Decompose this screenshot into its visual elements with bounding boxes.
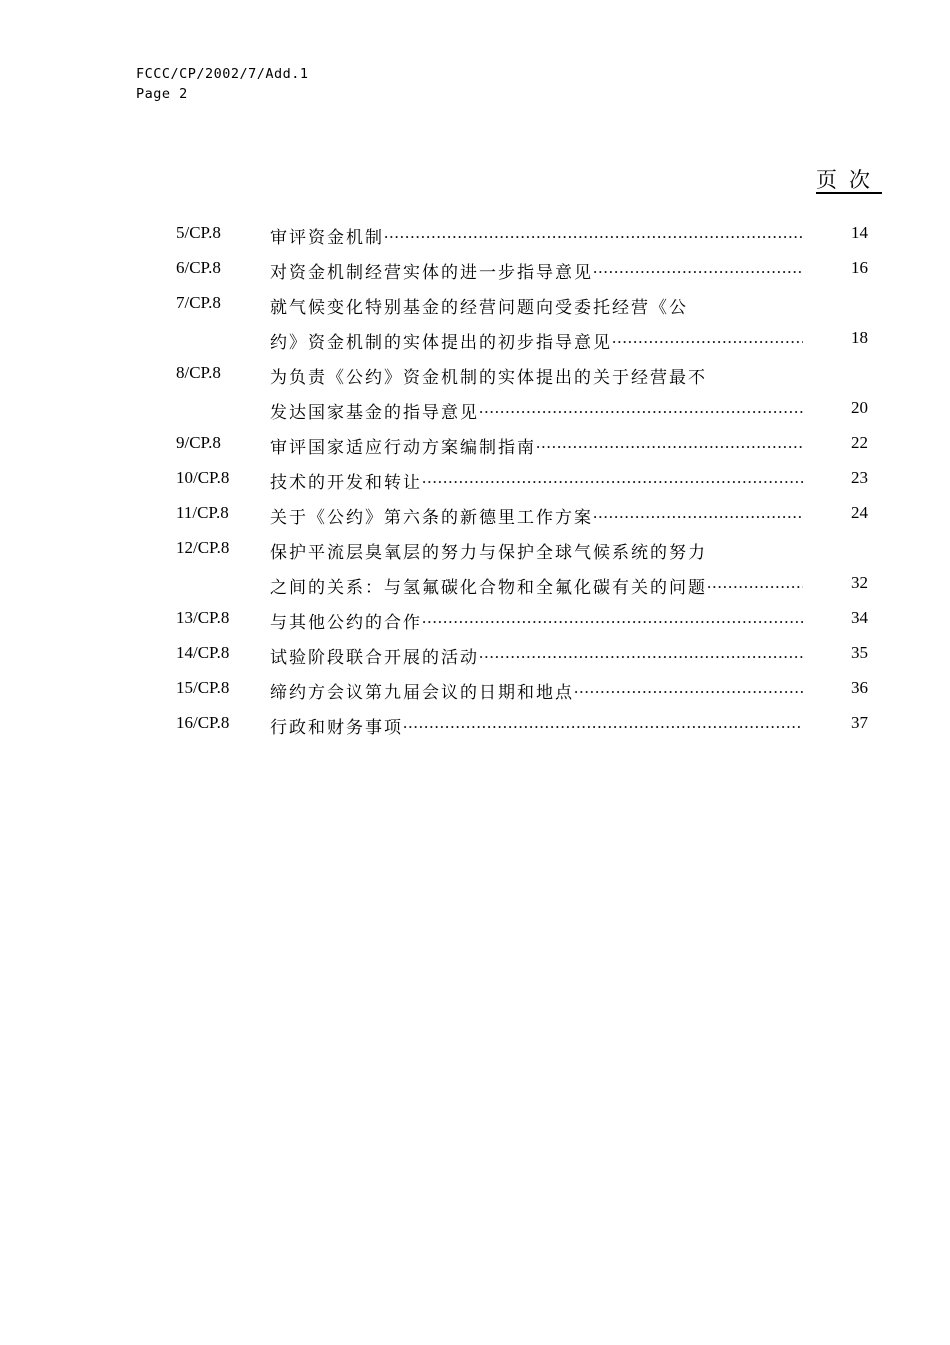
decision-title: 行政和财务事项 bbox=[270, 718, 403, 738]
toc-entry bbox=[176, 218, 876, 253]
dot-leader bbox=[707, 573, 803, 598]
toc-entry bbox=[176, 253, 876, 288]
toc-entry bbox=[176, 603, 876, 638]
toc-entry bbox=[176, 358, 876, 428]
page-number: 32 bbox=[851, 573, 868, 592]
decision-number: 6/CP.8 bbox=[176, 258, 221, 277]
decision-number: 10/CP.8 bbox=[176, 468, 230, 487]
decision-title-continued: 约》资金机制的实体提出的初步指导意见 bbox=[270, 333, 612, 353]
dot-leader bbox=[593, 258, 803, 283]
toc-entry bbox=[176, 533, 876, 603]
decision-title: 保护平流层臭氧层的努力与保护全球气候系统的努力 bbox=[270, 543, 707, 563]
dot-leader bbox=[422, 468, 803, 493]
dot-leader bbox=[574, 678, 803, 703]
decision-title: 就气候变化特别基金的经营问题向受委托经营《公 bbox=[270, 298, 688, 318]
dot-leader bbox=[479, 398, 803, 423]
dot-leader bbox=[479, 643, 803, 668]
table-of-contents bbox=[176, 218, 876, 743]
decision-title: 对资金机制经营实体的进一步指导意见 bbox=[270, 263, 593, 283]
page-number: 20 bbox=[851, 398, 868, 417]
dot-leader bbox=[384, 223, 803, 248]
dot-leader bbox=[593, 503, 803, 528]
decision-number: 8/CP.8 bbox=[176, 363, 221, 382]
decision-title: 缔约方会议第九届会议的日期和地点 bbox=[270, 683, 574, 703]
decision-number: 16/CP.8 bbox=[176, 713, 230, 732]
page-number: 34 bbox=[851, 608, 868, 627]
decision-title-continued: 发达国家基金的指导意见 bbox=[270, 403, 479, 423]
decision-number: 11/CP.8 bbox=[176, 503, 229, 522]
page-number: 37 bbox=[851, 713, 868, 732]
decision-title: 审评资金机制 bbox=[270, 228, 384, 248]
page-number: 23 bbox=[851, 468, 868, 487]
toc-entry bbox=[176, 498, 876, 533]
dot-leader bbox=[536, 433, 803, 458]
page-number: 36 bbox=[851, 678, 868, 697]
decision-number: 15/CP.8 bbox=[176, 678, 230, 697]
page-number: 16 bbox=[851, 258, 868, 277]
decision-number: 9/CP.8 bbox=[176, 433, 221, 452]
decision-number: 7/CP.8 bbox=[176, 293, 221, 312]
toc-entry bbox=[176, 708, 876, 743]
toc-entry bbox=[176, 673, 876, 708]
decision-number: 12/CP.8 bbox=[176, 538, 230, 557]
page-label: Page 2 bbox=[136, 86, 188, 102]
decision-title: 试验阶段联合开展的活动 bbox=[270, 648, 479, 668]
dot-leader bbox=[612, 328, 803, 353]
decision-number: 14/CP.8 bbox=[176, 643, 230, 662]
decision-title: 关于《公约》第六条的新德里工作方案 bbox=[270, 508, 593, 528]
decision-title: 与其他公约的合作 bbox=[270, 613, 422, 633]
decision-title: 技术的开发和转让 bbox=[270, 473, 422, 493]
decision-title: 审评国家适应行动方案编制指南 bbox=[270, 438, 536, 458]
page-number: 35 bbox=[851, 643, 868, 662]
decision-number: 13/CP.8 bbox=[176, 608, 230, 627]
page-number: 24 bbox=[851, 503, 868, 522]
decision-number: 5/CP.8 bbox=[176, 223, 221, 242]
page-number: 14 bbox=[851, 223, 868, 242]
toc-entry bbox=[176, 463, 876, 498]
page-number: 18 bbox=[851, 328, 868, 347]
toc-entry bbox=[176, 428, 876, 463]
toc-entry bbox=[176, 288, 876, 358]
toc-page-heading: 页次 bbox=[816, 168, 882, 192]
toc-entry bbox=[176, 638, 876, 673]
dot-leader bbox=[422, 608, 803, 633]
decision-title-continued: 之间的关系：与氢氟碳化合物和全氟化碳有关的问题 bbox=[270, 578, 707, 598]
dot-leader bbox=[403, 713, 803, 738]
decision-title: 为负责《公约》资金机制的实体提出的关于经营最不 bbox=[270, 368, 707, 388]
document-symbol: FCCC/CP/2002/7/Add.1 bbox=[136, 66, 309, 82]
page-number: 22 bbox=[851, 433, 868, 452]
document-header bbox=[136, 64, 309, 104]
